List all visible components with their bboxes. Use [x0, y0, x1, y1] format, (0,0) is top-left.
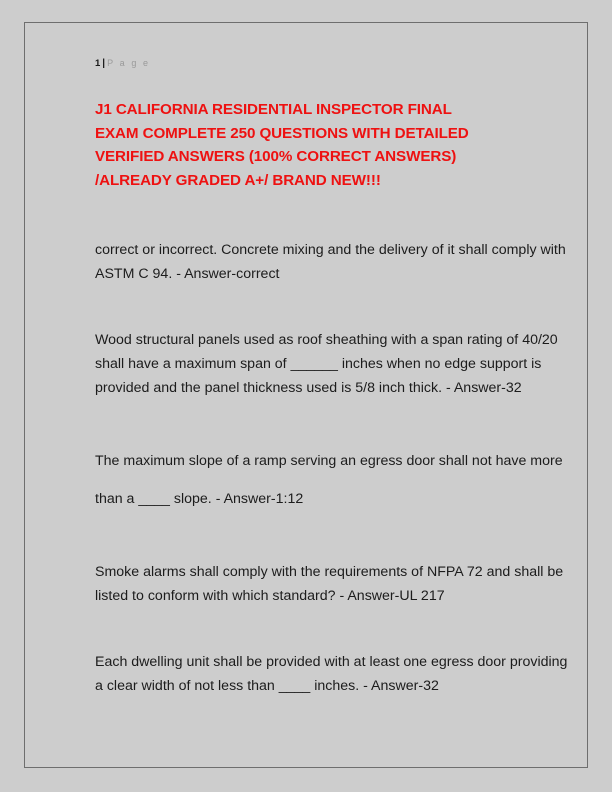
page-border-frame	[24, 22, 588, 768]
title-line-2: EXAM COMPLETE 250 QUESTIONS WITH DETAILED	[95, 124, 469, 142]
question-answer-block: Wood structural panels used as roof sheathing with a span rating of 40/20 shall have a maximum span of ______ inches when no edge support is provided and the panel thickness used is 5/8 inch thick. - Answer-32	[95, 332, 558, 396]
page-header-label: P a g e	[107, 58, 151, 68]
question-answer-block: Each dwelling unit shall be provided with at least one egress door providing a clear width of not less than ____ inches. - Answer-32	[95, 654, 568, 694]
page-header	[95, 57, 571, 70]
document-title	[95, 98, 565, 192]
page-number: 1	[95, 58, 101, 69]
title-line-1: J1 CALIFORNIA RESIDENTIAL INSPECTOR FINAL	[95, 101, 452, 118]
question-answer-block: correct or incorrect. Concrete mixing and the delivery of it shall comply with ASTM C 94. - Answer-correct	[95, 242, 566, 282]
page-header-separator: |	[102, 58, 106, 69]
question-answer-block: The maximum slope of a ramp serving an egress door shall not have more than a ____ slope. - Answer-1:12	[95, 453, 563, 507]
page-content	[95, 57, 571, 698]
question-answer-list	[95, 238, 571, 698]
title-line-4: /ALREADY GRADED A+/ BRAND NEW!!!	[95, 171, 381, 189]
title-line-3: VERIFIED ANSWERS (100% CORRECT ANSWERS)	[95, 148, 457, 165]
question-answer-block: Smoke alarms shall comply with the requirements of NFPA 72 and shall be listed to conform with which standard? - Answer-UL 217	[95, 564, 564, 604]
